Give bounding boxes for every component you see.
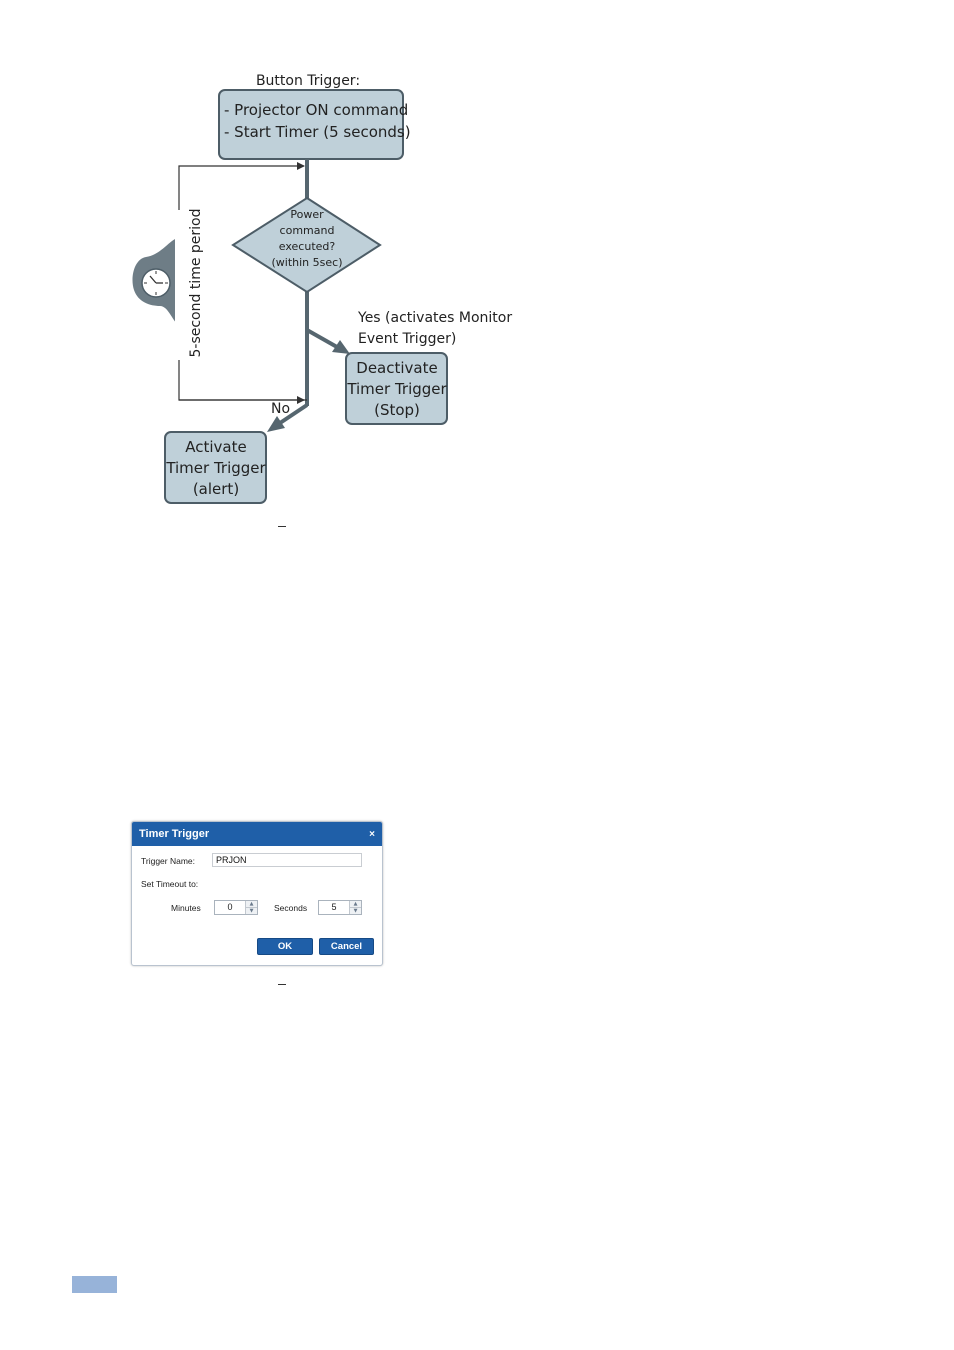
yes-label-line-1: Yes (activates Monitor: [358, 310, 513, 326]
trigger-name-input[interactable]: PRJON: [212, 853, 362, 867]
activate-line-3: (alert): [192, 480, 240, 498]
decision-line-2: command: [279, 224, 335, 237]
yes-label-line-2: Event Trigger): [358, 331, 457, 347]
ok-button[interactable]: OK: [257, 938, 313, 955]
deactivate-line-3: (Stop): [374, 401, 420, 419]
activate-line-2: Timer Trigger: [166, 459, 266, 477]
start-box-line-1: - Projector ON command: [224, 101, 409, 119]
cancel-button[interactable]: Cancel: [319, 938, 374, 955]
minutes-spin-buttons: [245, 901, 257, 914]
trigger-name-label: Trigger Name:: [141, 856, 196, 866]
seconds-label: Seconds: [274, 903, 308, 913]
flowchart-title: Button Trigger:: [255, 73, 361, 89]
dialog-caption-mark: [278, 984, 286, 985]
activate-line-1: Activate: [185, 438, 247, 456]
minutes-stepper[interactable]: [214, 900, 258, 915]
no-arrowhead: [267, 416, 285, 432]
minutes-up-arrow-icon[interactable]: ▲: [246, 901, 257, 908]
seconds-value[interactable]: 5: [331, 902, 337, 912]
decision-line-4: (within 5sec): [271, 256, 343, 269]
dialog-title: Timer Trigger: [139, 828, 210, 840]
seconds-up-arrow-icon[interactable]: ▲: [350, 901, 361, 908]
timer-trigger-dialog: [131, 821, 383, 966]
decision-line-3: executed?: [278, 240, 336, 253]
close-icon[interactable]: ×: [369, 828, 375, 840]
no-label: No: [271, 401, 291, 417]
deactivate-line-2: Timer Trigger: [347, 380, 447, 398]
minutes-value[interactable]: 0: [227, 902, 233, 912]
timer-period-label: 5-second time period: [188, 208, 204, 358]
minutes-label: Minutes: [171, 903, 201, 913]
timeout-label: Set Timeout to:: [141, 879, 199, 889]
seconds-stepper[interactable]: [318, 900, 362, 915]
seconds-spin-buttons: [349, 901, 361, 914]
figure-caption-mark: [278, 526, 286, 527]
seconds-down-arrow-icon[interactable]: ▼: [350, 908, 361, 914]
yes-arrow-line: [307, 330, 337, 347]
page-number-tab: [72, 1276, 117, 1293]
minutes-down-arrow-icon[interactable]: ▼: [246, 908, 257, 914]
dialog-header: [132, 822, 382, 846]
deactivate-line-1: Deactivate: [356, 359, 438, 377]
start-box-line-2: - Start Timer (5 seconds): [224, 123, 411, 141]
timer-trigger-flowchart: [0, 0, 954, 520]
decision-line-1: Power: [290, 208, 324, 221]
